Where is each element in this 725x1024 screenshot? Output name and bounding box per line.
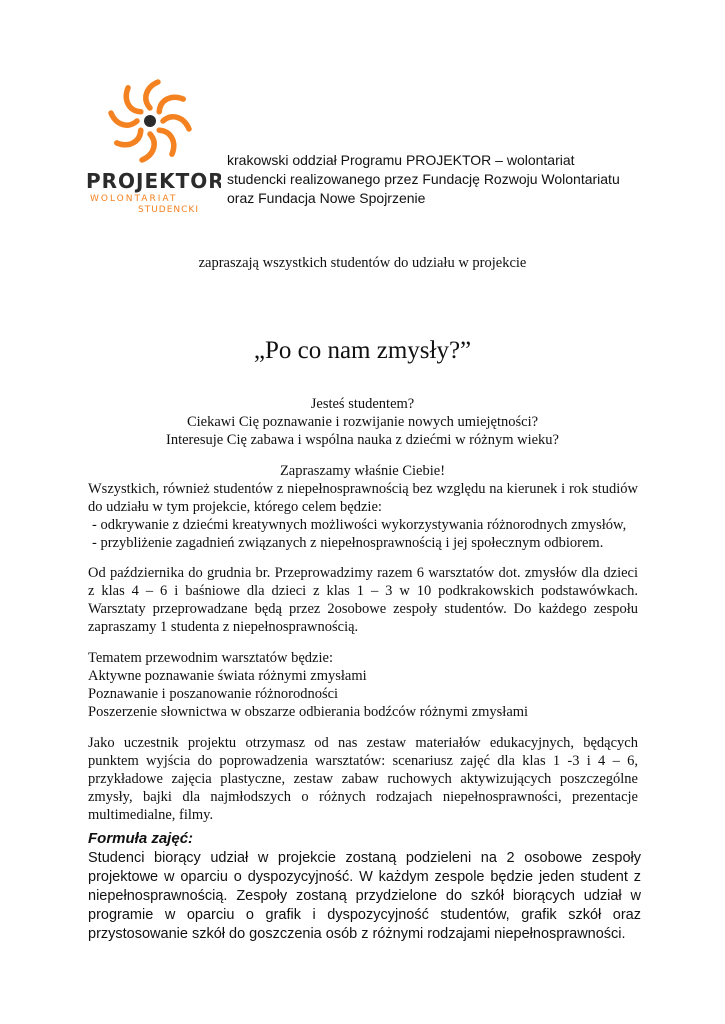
goal-item: - przybliżenie zagadnień związanych z niepełnosprawnością i jej społecznym odbiorem.	[92, 535, 604, 551]
header-line: krakowski oddział Programu PROJEKTOR – wolontariat	[227, 152, 575, 168]
sun-spiral-icon	[86, 78, 221, 218]
invitation-line: zapraszają wszystkich studentów do udziału w projekcie	[198, 255, 527, 271]
page-title: „Po co nam zmysły?”	[253, 337, 472, 364]
formula-paragraph: Studenci biorący udział w projekcie zostaną podzieleni na 2 osobowe zespoły projektowe w oparciu o dyspozycyjność. W każdym zespole będzie jeden student z niepełnosprawnością. Zespoły zostaną przydzielone do szkół biorących udział w programie w oparciu o grafik i dyspozycyjność studentów, grafik szkół oraz przystosowanie szkół do goszczenia osób z różnymi rodzajami niepełnosprawności.	[88, 850, 641, 942]
formula-heading: Formuła zajęć:	[88, 830, 194, 847]
topic-item: Poszerzenie słownictwa w obszarze odbierania bodźców różnymi zmysłami	[88, 704, 529, 720]
goals-list	[92, 516, 652, 552]
goal-item: - odkrywanie z dziećmi kreatywnych możliwości wykorzystywania różnorodnych zmysłów,	[92, 517, 627, 533]
welcome-line: Zapraszamy właśnie Ciebie!	[279, 463, 446, 479]
topic-item: Aktywne poznawanie świata różnymi zmysłami	[88, 668, 367, 684]
topic-item: Poznawanie i poszanowanie różnorodności	[88, 686, 339, 702]
logo-subtitle-2: STUDENCKI	[138, 205, 199, 215]
logo-subtitle-1: WOLONTARIAT	[90, 194, 178, 204]
organization-header	[227, 151, 667, 208]
materials-paragraph: Jako uczestnik projektu otrzymasz od nas zestaw materiałów edukacyjnych, będących punktem wyjścia do poprowadzenia warsztatów: scenariusz zajęć dla klas 1 -3 i 4 – 6, przykładowe zajęcia plastyczne, zestaw zabaw ruchowych aktywizujących poszczególne zmysły, bajki dla najmłodszych o różnych rodzajach niepełnosprawności, prezentacje multimedialne, filmy.	[88, 735, 638, 823]
topics-intro: Tematem przewodnim warsztatów będzie:	[88, 650, 333, 666]
schedule-paragraph: Od października do grudnia br. Przeprowadzimy razem 6 warsztatów dot. zmysłów dla dzieci z klas 4 – 6 i baśniowe dla dzieci z klas 1 – 3 w 10 podkrakowskich podstawówkach. Warsztaty przeprowadzane będą przez 2osobowe zespoły studentów. Do każdego zespołu zapraszamy 1 studenta z niepełnosprawnością.	[88, 565, 638, 635]
header-line: oraz Fundacja Nowe Spojrzenie	[227, 190, 426, 206]
projektor-logo	[86, 78, 221, 218]
question-line: Ciekawi Cię poznawanie i rozwijanie nowych umiejętności?	[186, 414, 539, 430]
question-line: Interesuje Cię zabawa i wspólna nauka z dziećmi w różnym wieku?	[166, 432, 559, 448]
logo-wordmark: PROJEKTOR	[86, 169, 221, 193]
intro-paragraph: Wszystkich, również studentów z niepełnosprawnością bez względu na kierunek i rok studiów do udziału w tym projekcie, którego celem będzie:	[88, 481, 638, 515]
header-line: studencki realizowanego przez Fundację Rozwoju Wolontariatu	[227, 171, 620, 187]
question-line: Jesteś studentem?	[310, 396, 415, 412]
topics-block	[88, 649, 648, 721]
questions-block	[0, 395, 725, 449]
